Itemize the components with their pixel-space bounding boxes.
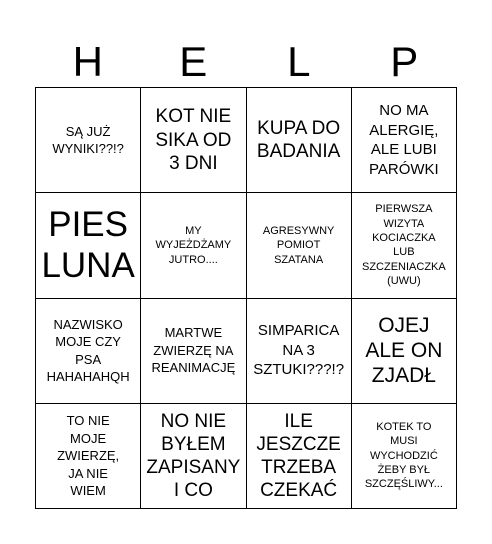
cell-text: ILE JESZCZE TRZEBA CZEKAĆ: [256, 410, 341, 502]
bingo-cell[interactable]: [141, 88, 246, 193]
bingo-header: [35, 38, 457, 86]
cell-text: PIERWSZA WIZYTA KOCIACZKA LUB SZCZENIACZKA (UWU): [362, 203, 446, 287]
cell-text: MY WYJEŻDŻAMY JUTRO....: [155, 224, 232, 266]
bingo-cell[interactable]: [141, 299, 246, 404]
header-letter-h: H: [72, 38, 103, 85]
bingo-cell[interactable]: [352, 193, 457, 298]
bingo-grid: [35, 87, 457, 509]
cell-text: SIMPARICA NA 3 SZTUKI???!?: [253, 322, 345, 379]
cell-text: KOTEK TO MUSI WYCHODZIĆ ŻEBY BYŁ SZCZĘŚLIWY...: [364, 421, 443, 491]
cell-text: KUPA DO BADANIA: [256, 117, 341, 163]
bingo-cell[interactable]: [36, 193, 141, 298]
cell-text: NO NIE BYŁEM ZAPISANY I CO: [146, 410, 241, 502]
cell-text: PIES LUNA: [41, 205, 135, 286]
bingo-cell[interactable]: [352, 404, 457, 509]
bingo-cell[interactable]: [141, 193, 246, 298]
bingo-cell[interactable]: [36, 88, 141, 193]
bingo-cell[interactable]: [352, 299, 457, 404]
bingo-cell[interactable]: [141, 404, 246, 509]
cell-text: KOT NIE SIKA OD 3 DNI: [155, 106, 232, 174]
cell-text: MARTWE ZWIERZĘ NA REANIMACJĘ: [151, 325, 236, 376]
header-letter-e: E: [179, 38, 208, 85]
cell-text: NO MA ALERGIĘ, ALE LUBI PARÓWKI: [369, 102, 439, 178]
header-letter-l: L: [287, 38, 311, 85]
cell-text: NAZWISKO MOJE CZY PSA HAHAHAHQH: [46, 316, 130, 385]
bingo-cell[interactable]: [36, 299, 141, 404]
bingo-cell[interactable]: [247, 299, 352, 404]
bingo-cell[interactable]: [352, 88, 457, 193]
cell-text: SĄ JUŻ WYNIKI??!?: [52, 123, 124, 157]
cell-text: OJEJ ALE ON ZJADŁ: [365, 313, 443, 388]
bingo-cell[interactable]: [247, 193, 352, 298]
bingo-cell[interactable]: [36, 404, 141, 509]
bingo-cell[interactable]: [247, 88, 352, 193]
header-letter-p: P: [390, 38, 419, 85]
cell-text: TO NIE MOJE ZWIERZĘ, JA NIE WIEM: [57, 413, 120, 499]
bingo-cell[interactable]: [247, 404, 352, 509]
cell-text: AGRESYWNY POMIOT SZATANA: [262, 224, 335, 266]
